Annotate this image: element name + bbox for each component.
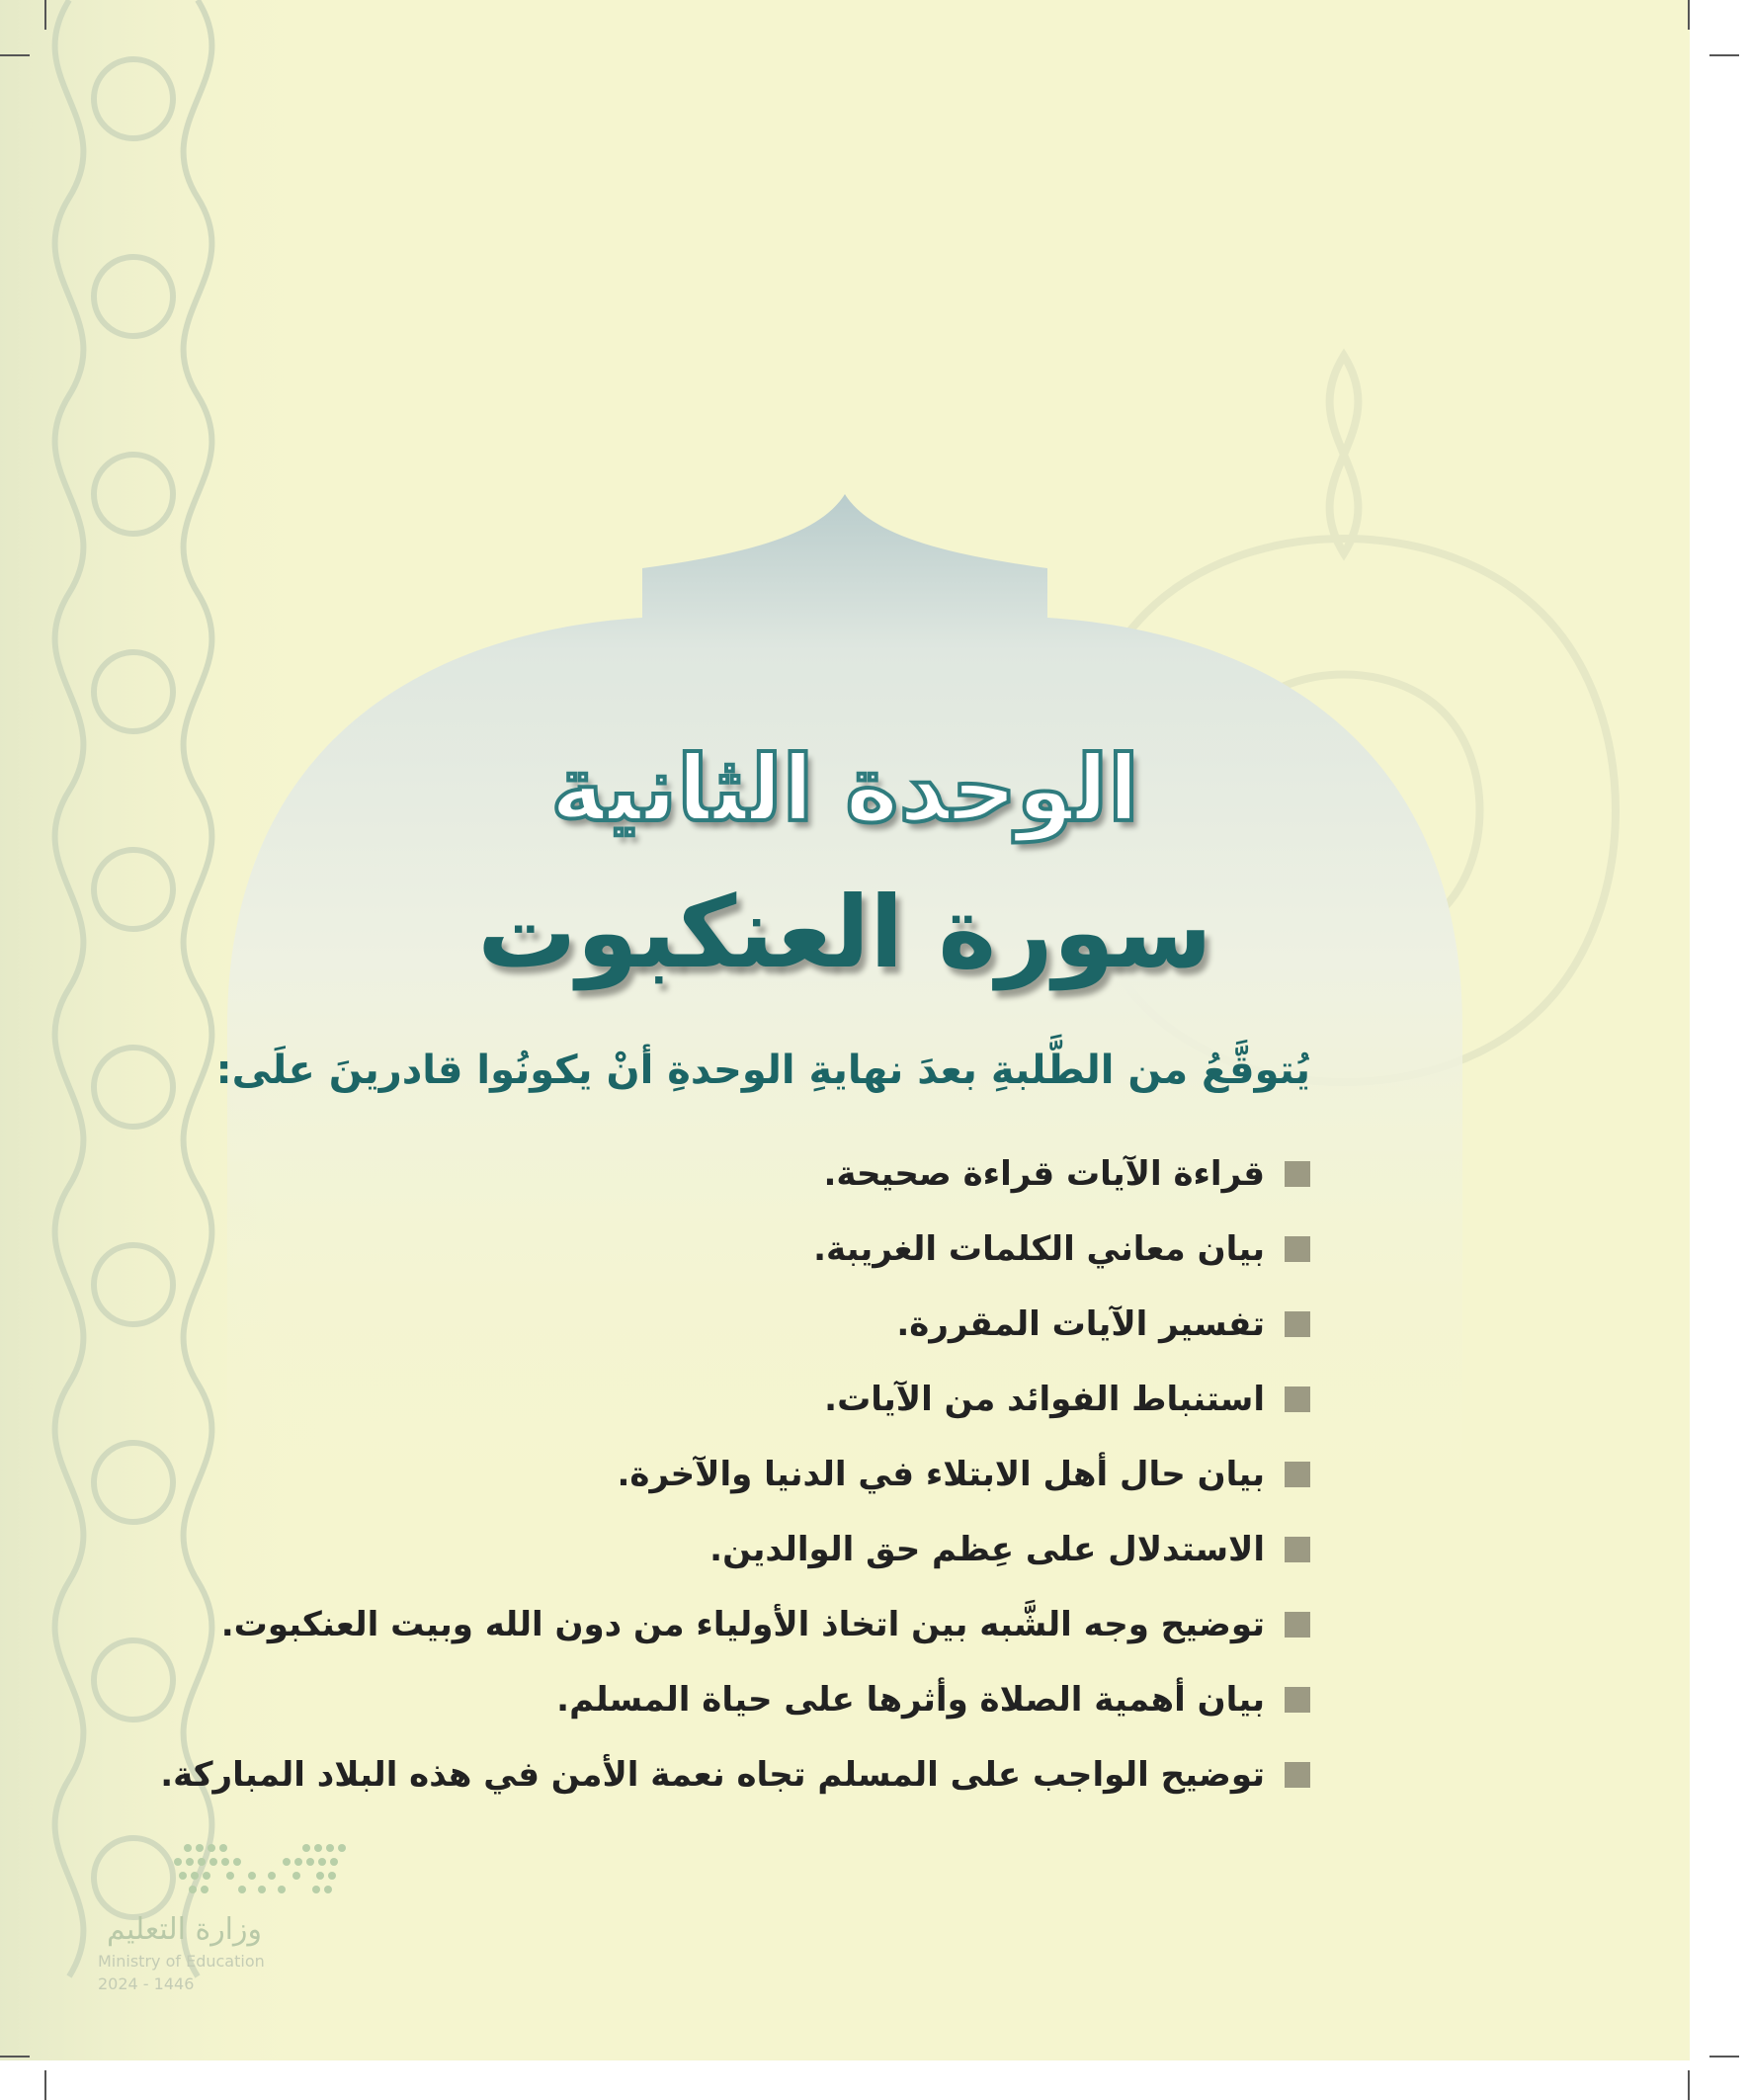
- ministry-dots-icon: [94, 1838, 351, 1907]
- list-item: [174, 1136, 1310, 1212]
- objective-text: توضيح الواجب على المسلم تجاه نعمة الأمن في هذه البلاد المباركة.: [160, 1755, 1265, 1795]
- square-bullet-icon: [1285, 1161, 1310, 1187]
- crop-mark: [1709, 2056, 1739, 2058]
- edition-year: 2024 - 1446: [98, 1974, 195, 1993]
- ministry-logo: [94, 1838, 351, 2006]
- square-bullet-icon: [1285, 1537, 1310, 1562]
- list-item: [174, 1287, 1310, 1362]
- square-bullet-icon: [1285, 1612, 1310, 1638]
- square-bullet-icon: [1285, 1762, 1310, 1788]
- ministry-name-arabic: وزارة التعليم: [106, 1912, 262, 1947]
- objectives-list: [160, 1136, 1310, 1812]
- square-bullet-icon: [1285, 1462, 1310, 1487]
- list-item: [174, 1662, 1310, 1737]
- objective-text: بيان حال أهل الابتلاء في الدنيا والآخرة.: [617, 1455, 1265, 1494]
- crop-mark: [1688, 2070, 1690, 2100]
- ministry-name-english: Ministry of Education: [98, 1952, 265, 1971]
- list-item: [174, 1512, 1310, 1587]
- crop-mark: [1688, 0, 1690, 30]
- crop-mark: [0, 2056, 30, 2058]
- objective-text: توضيح وجه الشَّبه بين اتخاذ الأولياء من دون الله وبيت العنكبوت.: [220, 1605, 1265, 1644]
- square-bullet-icon: [1285, 1386, 1310, 1412]
- objective-text: الاستدلال على عِظم حق الوالدين.: [709, 1530, 1265, 1569]
- list-item: [174, 1437, 1310, 1512]
- list-item: [160, 1737, 1310, 1812]
- list-item: [174, 1212, 1310, 1287]
- surah-title: سورة العنكبوت: [477, 875, 1212, 990]
- crop-mark: [44, 2070, 46, 2100]
- objective-text: قراءة الآيات قراءة صحيحة.: [823, 1154, 1265, 1194]
- objective-text: بيان أهمية الصلاة وأثرها على حياة المسلم.: [556, 1680, 1265, 1720]
- objective-text: استنباط الفوائد من الآيات.: [824, 1380, 1265, 1419]
- square-bullet-icon: [1285, 1311, 1310, 1337]
- list-item: [174, 1362, 1310, 1437]
- crop-mark: [1709, 54, 1739, 56]
- list-item: [174, 1587, 1310, 1662]
- objective-text: تفسير الآيات المقررة.: [896, 1304, 1265, 1344]
- square-bullet-icon: [1285, 1236, 1310, 1262]
- unit-title: الوحدة الثانية: [550, 736, 1139, 842]
- learning-outcomes-intro: يُتوقَّعُ من الطَّلبةِ بعدَ نهايةِ الوحدةِ أنْ يكونُوا قادرينَ علَى:: [215, 1048, 1310, 1093]
- crop-mark: [44, 0, 46, 30]
- crop-mark: [0, 54, 30, 56]
- square-bullet-icon: [1285, 1687, 1310, 1713]
- objective-text: بيان معاني الكلمات الغريبة.: [813, 1229, 1265, 1269]
